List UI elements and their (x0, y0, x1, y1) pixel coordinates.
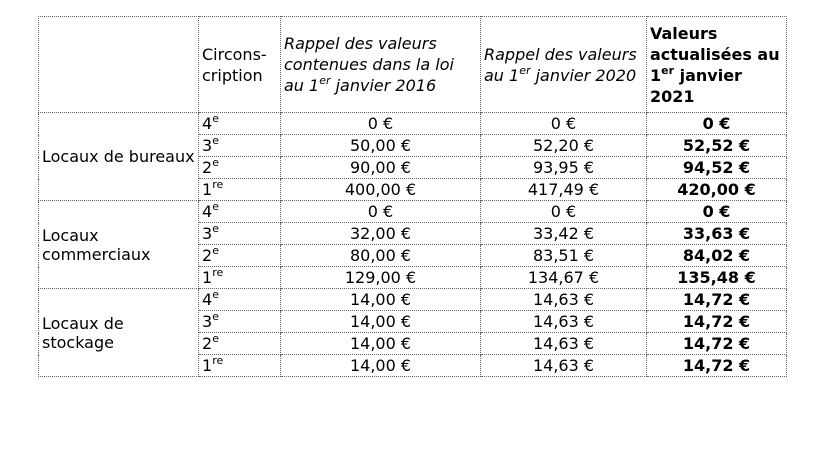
value-2020-cell: 14,63 € (481, 311, 647, 333)
value-2020-cell: 83,51 € (481, 245, 647, 267)
value-2020-cell: 33,42 € (481, 223, 647, 245)
category-label: Locaux de bureaux (39, 113, 199, 201)
header-row (39, 17, 787, 113)
value-2016-cell: 0 € (281, 113, 481, 135)
value-2020-cell: 52,20 € (481, 135, 647, 157)
value-2021-cell: 84,02 € (647, 245, 787, 267)
value-2020-cell: 417,49 € (481, 179, 647, 201)
table-row (39, 201, 787, 223)
value-2016-cell: 400,00 € (281, 179, 481, 201)
value-2021-cell: 52,52 € (647, 135, 787, 157)
value-2016-cell: 14,00 € (281, 289, 481, 311)
value-2016-cell: 14,00 € (281, 355, 481, 377)
circonscription-cell: 4e (199, 113, 281, 135)
value-2021-cell: 33,63 € (647, 223, 787, 245)
circonscription-cell: 3e (199, 311, 281, 333)
header-empty-cell (39, 17, 199, 113)
value-2016-cell: 129,00 € (281, 267, 481, 289)
circonscription-cell: 1re (199, 179, 281, 201)
value-2021-cell: 135,48 € (647, 267, 787, 289)
category-label: Locaux de stockage (39, 289, 199, 377)
value-2021-cell: 14,72 € (647, 355, 787, 377)
value-2016-cell: 50,00 € (281, 135, 481, 157)
value-2016-cell: 90,00 € (281, 157, 481, 179)
header-values-2021: Valeurs actualisées au 1er janvier 2021 (647, 17, 787, 113)
value-2016-cell: 14,00 € (281, 311, 481, 333)
value-2020-cell: 14,63 € (481, 289, 647, 311)
value-2020-cell: 14,63 € (481, 355, 647, 377)
circonscription-cell: 1re (199, 355, 281, 377)
value-2021-cell: 14,72 € (647, 333, 787, 355)
table-row (39, 289, 787, 311)
circonscription-cell: 2e (199, 157, 281, 179)
value-2021-cell: 94,52 € (647, 157, 787, 179)
circonscription-cell: 2e (199, 333, 281, 355)
category-label: Locaux commerciaux (39, 201, 199, 289)
value-2021-cell: 0 € (647, 201, 787, 223)
value-2020-cell: 93,95 € (481, 157, 647, 179)
value-2016-cell: 80,00 € (281, 245, 481, 267)
circonscription-cell: 3e (199, 223, 281, 245)
circonscription-cell: 1re (199, 267, 281, 289)
value-2020-cell: 0 € (481, 113, 647, 135)
value-2021-cell: 14,72 € (647, 289, 787, 311)
value-2016-cell: 14,00 € (281, 333, 481, 355)
header-values-2016: Rappel des valeurs contenues dans la loi au 1er janvier 2016 (281, 17, 481, 113)
value-2016-cell: 32,00 € (281, 223, 481, 245)
value-2021-cell: 14,72 € (647, 311, 787, 333)
value-2020-cell: 0 € (481, 201, 647, 223)
header-values-2020: Rappel des valeurs au 1er janvier 2020 (481, 17, 647, 113)
value-2021-cell: 0 € (647, 113, 787, 135)
value-2021-cell: 420,00 € (647, 179, 787, 201)
value-2016-cell: 0 € (281, 201, 481, 223)
table-body (39, 113, 787, 377)
header-circonscription: Circons-cription (199, 17, 281, 113)
table-row (39, 113, 787, 135)
value-2020-cell: 134,67 € (481, 267, 647, 289)
value-2020-cell: 14,63 € (481, 333, 647, 355)
tariff-table (38, 16, 787, 377)
circonscription-cell: 3e (199, 135, 281, 157)
circonscription-cell: 2e (199, 245, 281, 267)
circonscription-cell: 4e (199, 289, 281, 311)
circonscription-cell: 4e (199, 201, 281, 223)
